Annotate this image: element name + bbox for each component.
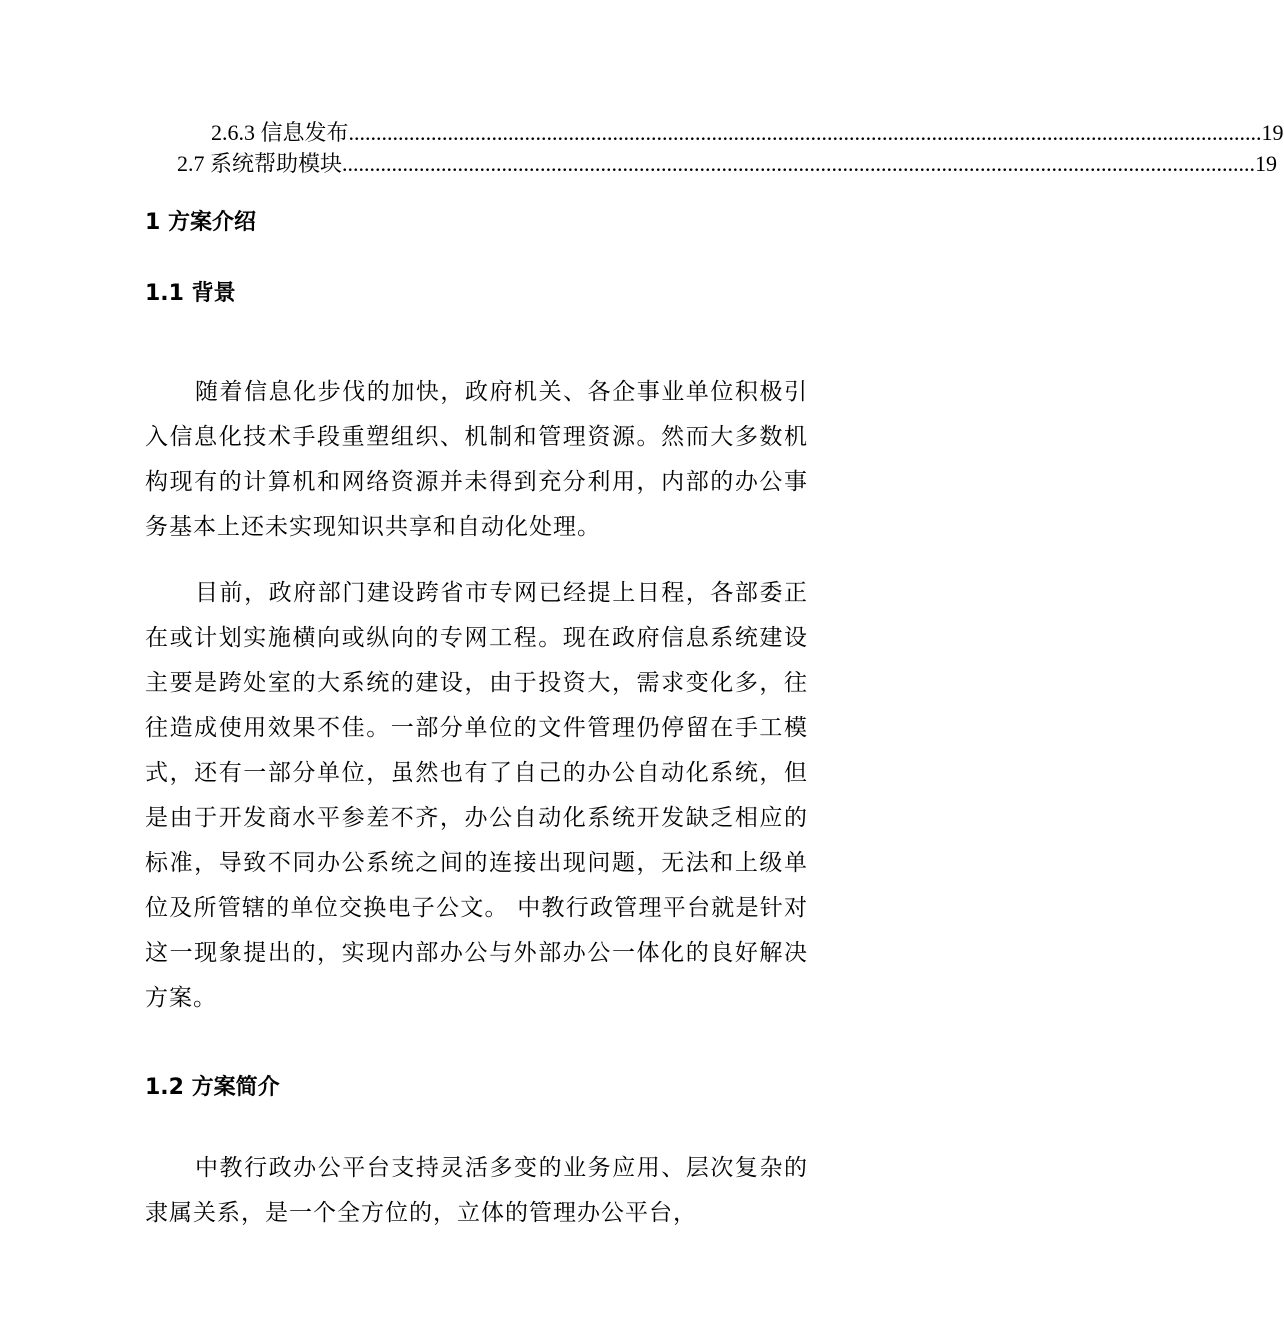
toc-leader-dots: ...................................................................................................................................................................... bbox=[348, 120, 1262, 145]
paragraph-background-1: 随着信息化步伐的加快，政府机关、各企事业单位积极引入信息化技术手段重塑组织、机制和管理资源。然而大多数机构现有的计算机和网络资源并未得到充分利用，内部的办公事务基本上还未实现知识共享和自动化处理。 bbox=[145, 379, 808, 540]
paragraph-background-2: 目前，政府部门建设跨省市专网已经提上日程，各部委正在或计划实施横向或纵向的专网工程。现在政府信息系统建设主要是跨处室的大系统的建设，由于投资大，需求变化多，往往造成使用效果不佳。一部分单位的文件管理仍停留在手工模式，还有一部分单位，虽然也有了自己的办公自动化系统，但是由于开发商水平参差不齐，办公自动化系统开发缺乏相应的标准，导致不同办公系统之间的连接出现问题，无法和上级单位及所管辖的单位交换电子公文。 中教行政管理平台就是针对这一现象提出的，实现内部办公与外部办公一体化的良好解决方案。 bbox=[145, 580, 808, 1011]
toc-entry-page: 19 bbox=[1261, 120, 1284, 145]
toc-entry-title: 2.6.3 信息发布 bbox=[211, 120, 349, 145]
toc-leader-dots: ...................................................................................................................................................................... bbox=[342, 151, 1256, 176]
toc-entry-page: 19 bbox=[1255, 151, 1278, 176]
toc-entry[interactable] bbox=[177, 149, 1278, 179]
paragraph-solution-intro: 中教行政办公平台支持灵活多变的业务应用、层次复杂的隶属关系，是一个全方位的，立体的管理办公平台， bbox=[145, 1155, 808, 1226]
toc-entry[interactable] bbox=[211, 118, 1284, 148]
section-heading-1: 1 方案介绍 bbox=[145, 210, 256, 235]
section-heading-1-1: 1.1 背景 bbox=[145, 281, 236, 306]
section-heading-1-2: 1.2 方案简介 bbox=[145, 1075, 280, 1100]
toc-entry-title: 2.7 系统帮助模块 bbox=[177, 151, 343, 176]
